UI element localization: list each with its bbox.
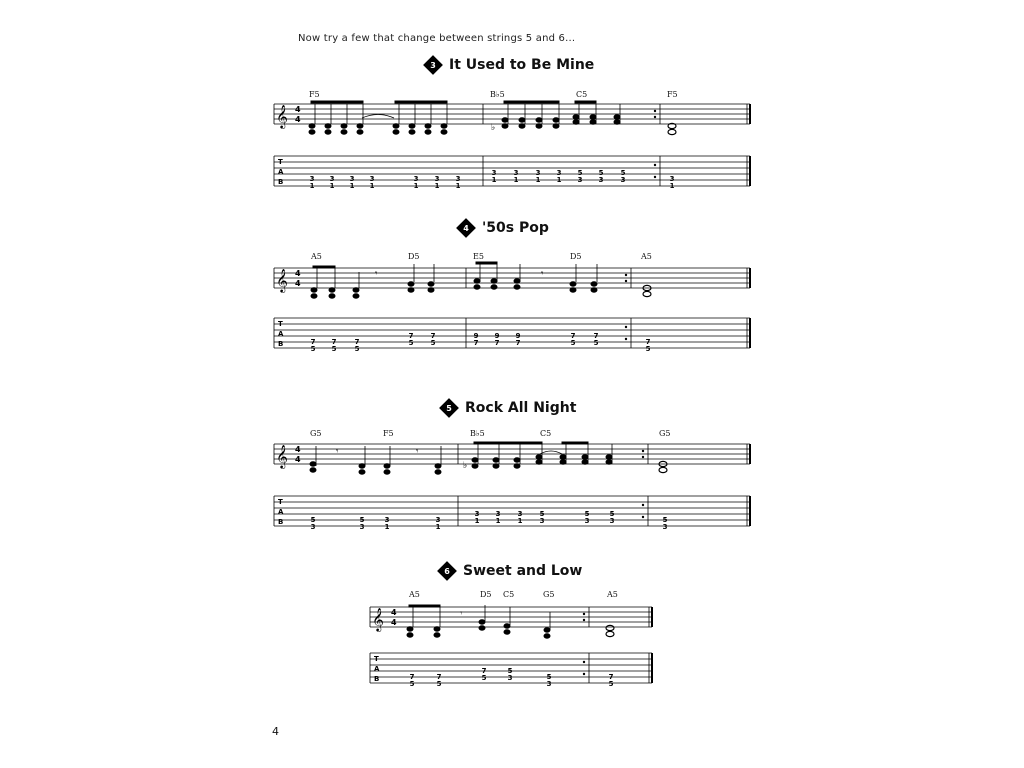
chord-label: B♭5 [470, 429, 485, 438]
svg-text:3: 3 [413, 175, 419, 183]
svg-text:5: 5 [620, 169, 626, 177]
standard-staff [370, 607, 652, 627]
svg-text:3: 3 [491, 169, 497, 177]
svg-text:1: 1 [513, 176, 519, 184]
svg-text:4: 4 [295, 455, 301, 464]
svg-text:5: 5 [430, 339, 436, 347]
svg-text:3: 3 [620, 176, 626, 184]
svg-text:7: 7 [515, 339, 521, 347]
svg-text:3: 3 [359, 523, 365, 531]
svg-text:7: 7 [354, 338, 360, 346]
svg-text:3: 3 [556, 169, 562, 177]
song-title: It Used to Be Mine [449, 57, 595, 73]
song-title: Rock All Night [465, 400, 577, 416]
svg-text:5: 5 [310, 345, 316, 353]
chord-label: C5 [576, 90, 588, 99]
svg-text:3: 3 [584, 517, 590, 525]
tab-staff [274, 496, 750, 526]
svg-text:3: 3 [609, 517, 615, 525]
svg-text:1: 1 [309, 182, 315, 190]
svg-text:4: 4 [295, 445, 301, 454]
svg-text:1: 1 [669, 182, 675, 190]
svg-text:4: 4 [295, 115, 301, 124]
chord-label: E5 [473, 252, 484, 261]
page-number: 4 [272, 725, 279, 738]
svg-text:3: 3 [577, 176, 583, 184]
svg-text:7: 7 [310, 338, 316, 346]
chord-label: F5 [309, 90, 320, 99]
svg-text:𝄞: 𝄞 [276, 444, 288, 468]
svg-text:7: 7 [473, 339, 479, 347]
exercise-number-badge: 3 [423, 55, 443, 75]
svg-text:4: 4 [295, 279, 301, 288]
svg-text:A: A [278, 508, 284, 516]
svg-text:4: 4 [391, 618, 397, 627]
svg-text:5: 5 [331, 345, 337, 353]
svg-text:1: 1 [329, 182, 335, 190]
svg-text:1: 1 [435, 523, 441, 531]
svg-text:7: 7 [481, 667, 487, 675]
svg-text:5: 5 [584, 510, 590, 518]
svg-text:B: B [278, 340, 284, 348]
chord-label: G5 [543, 590, 555, 599]
svg-text:1: 1 [556, 176, 562, 184]
svg-text:B: B [374, 675, 380, 683]
svg-text:3: 3 [384, 516, 390, 524]
chord-label: F5 [383, 429, 394, 438]
svg-text:3: 3 [349, 175, 355, 183]
note-group [310, 442, 667, 474]
svg-text:♭: ♭ [463, 461, 468, 471]
svg-text:4: 4 [295, 105, 301, 114]
svg-text:1: 1 [434, 182, 440, 190]
svg-text:5: 5 [609, 510, 615, 518]
svg-text:5: 5 [662, 516, 668, 524]
svg-text:7: 7 [494, 339, 500, 347]
svg-text:T: T [278, 498, 283, 506]
svg-text:3: 3 [517, 510, 523, 518]
tab-numbers [310, 169, 675, 688]
svg-text:♭: ♭ [491, 123, 496, 133]
svg-text:1: 1 [349, 182, 355, 190]
svg-text:7: 7 [409, 673, 415, 681]
svg-text:4: 4 [295, 269, 301, 278]
svg-text:9: 9 [494, 332, 500, 340]
chord-label: A5 [607, 590, 618, 599]
svg-text:3: 3 [310, 523, 316, 531]
svg-text:1: 1 [384, 523, 390, 531]
svg-text:5: 5 [546, 673, 552, 681]
svg-text:5: 5 [593, 339, 599, 347]
chord-label: D5 [480, 590, 492, 599]
intro-text: Now try a few that change between strings 5 and 6... [298, 33, 576, 44]
note-group [309, 101, 676, 135]
tab-clef [278, 158, 380, 683]
svg-text:1: 1 [517, 517, 523, 525]
chord-label: G5 [659, 429, 671, 438]
svg-text:7: 7 [430, 332, 436, 340]
standard-staff [274, 444, 750, 464]
chord-label: C5 [503, 590, 515, 599]
svg-text:1: 1 [369, 182, 375, 190]
exercise-number-badge: 6 [437, 561, 457, 581]
svg-text:𝄾: 𝄾 [375, 269, 378, 279]
svg-text:3: 3 [539, 517, 545, 525]
svg-text:1: 1 [495, 517, 501, 525]
svg-text:5: 5 [354, 345, 360, 353]
svg-text:T: T [278, 320, 283, 328]
svg-text:3: 3 [535, 169, 541, 177]
svg-text:7: 7 [608, 673, 614, 681]
svg-text:7: 7 [436, 673, 442, 681]
tab-staff [274, 156, 750, 186]
svg-text:5: 5 [507, 667, 513, 675]
chord-label: G5 [310, 429, 322, 438]
svg-text:𝄾: 𝄾 [336, 447, 339, 457]
chord-label: A5 [641, 252, 652, 261]
svg-text:7: 7 [645, 338, 651, 346]
svg-text:B: B [278, 178, 284, 186]
svg-text:3: 3 [455, 175, 461, 183]
svg-text:5: 5 [436, 680, 442, 688]
svg-text:3: 3 [546, 680, 552, 688]
svg-text:3: 3 [513, 169, 519, 177]
svg-text:1: 1 [491, 176, 497, 184]
svg-text:𝄞: 𝄞 [276, 268, 288, 292]
svg-text:T: T [374, 655, 379, 663]
chord-label: B♭5 [490, 90, 505, 99]
svg-text:3: 3 [662, 523, 668, 531]
svg-text:T: T [278, 158, 283, 166]
chord-label: F5 [667, 90, 678, 99]
chord-label: C5 [540, 429, 552, 438]
svg-text:𝄾: 𝄾 [416, 447, 419, 457]
svg-text:3: 3 [434, 175, 440, 183]
svg-text:1: 1 [413, 182, 419, 190]
chord-label: D5 [570, 252, 582, 261]
svg-text:3: 3 [369, 175, 375, 183]
svg-text:𝄾: 𝄾 [460, 609, 463, 619]
svg-text:5: 5 [409, 680, 415, 688]
svg-text:3: 3 [669, 175, 675, 183]
svg-text:7: 7 [593, 332, 599, 340]
chord-label: A5 [311, 252, 322, 261]
svg-text:5: 5 [577, 169, 583, 177]
svg-text:5: 5 [608, 680, 614, 688]
chord-label: D5 [408, 252, 420, 261]
tab-staff [274, 318, 750, 348]
svg-text:𝄞: 𝄞 [372, 607, 384, 631]
svg-text:7: 7 [408, 332, 414, 340]
svg-text:5: 5 [539, 510, 545, 518]
svg-text:5: 5 [408, 339, 414, 347]
exercise-number-badge: 4 [456, 218, 476, 238]
song-title: '50s Pop [482, 220, 549, 236]
standard-staff [274, 104, 750, 124]
svg-text:A: A [278, 330, 284, 338]
svg-text:3: 3 [598, 176, 604, 184]
svg-text:3: 3 [309, 175, 315, 183]
svg-text:4: 4 [391, 608, 397, 617]
svg-text:𝄞: 𝄞 [276, 104, 288, 128]
svg-text:3: 3 [507, 674, 513, 682]
svg-text:7: 7 [331, 338, 337, 346]
svg-text:3: 3 [329, 175, 335, 183]
note-group [311, 262, 651, 298]
exercise-number-badge: 5 [439, 398, 459, 418]
svg-text:1: 1 [455, 182, 461, 190]
svg-text:5: 5 [570, 339, 576, 347]
svg-text:1: 1 [474, 517, 480, 525]
svg-text:5: 5 [359, 516, 365, 524]
svg-text:A: A [374, 665, 380, 673]
svg-text:B: B [278, 518, 284, 526]
svg-text:9: 9 [473, 332, 479, 340]
svg-text:5: 5 [481, 674, 487, 682]
standard-staff [274, 268, 750, 288]
svg-text:9: 9 [515, 332, 521, 340]
svg-text:5: 5 [645, 345, 651, 353]
svg-text:5: 5 [598, 169, 604, 177]
svg-text:3: 3 [435, 516, 441, 524]
chord-label: A5 [409, 590, 420, 599]
svg-text:5: 5 [310, 516, 316, 524]
svg-text:1: 1 [535, 176, 541, 184]
svg-text:3: 3 [474, 510, 480, 518]
svg-text:7: 7 [570, 332, 576, 340]
svg-text:𝄾: 𝄾 [541, 269, 544, 279]
svg-text:A: A [278, 168, 284, 176]
svg-text:3: 3 [495, 510, 501, 518]
song-title: Sweet and Low [463, 563, 583, 579]
repeat-sign [583, 110, 656, 675]
